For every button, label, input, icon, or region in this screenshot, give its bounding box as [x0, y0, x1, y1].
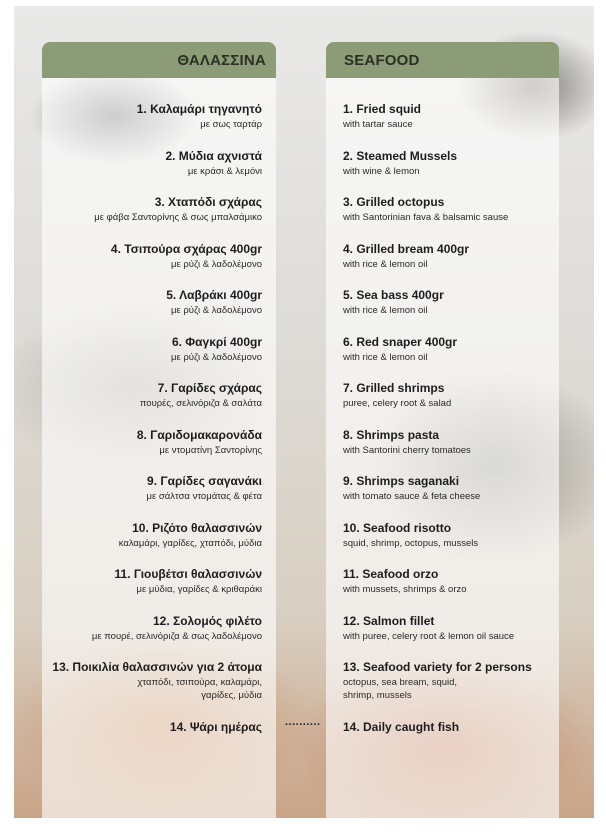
- menu-item: [326, 567, 559, 597]
- menu-item-name: 3. Grilled octopus: [343, 195, 445, 209]
- english-column: [326, 42, 559, 818]
- menu-item-description: with wine & lemon: [343, 166, 420, 177]
- menu-item: [42, 720, 276, 734]
- menu-item-name: 5. Sea bass 400gr: [343, 288, 444, 302]
- menu-item-name: 12. Salmon fillet: [343, 614, 435, 628]
- menu-item: [326, 381, 559, 411]
- menu-item-name: 7. Γαρίδες σχάρας: [157, 381, 262, 395]
- menu-item-description: με σάλτσα ντομάτας & φέτα: [146, 491, 262, 502]
- menu-item: [42, 614, 276, 644]
- menu-item-description: squid, shrimp, octopus, mussels: [343, 538, 479, 549]
- menu-item: [42, 149, 276, 179]
- menu-item: [42, 521, 276, 551]
- menu-item-description: with Santorinian fava & balsamic sause: [343, 212, 509, 223]
- menu-item: [326, 614, 559, 644]
- menu-item-name: 8. Shrimps pasta: [343, 428, 440, 442]
- menu-item-name: 1. Καλαμάρι τηγανητό: [136, 102, 262, 116]
- menu-item-description: with puree, celery root & lemon oil sauce: [343, 631, 515, 642]
- menu-item: [42, 381, 276, 411]
- menu-item: [42, 242, 276, 272]
- menu-page: [14, 6, 594, 818]
- menu-item-name: 11. Seafood orzo: [343, 567, 439, 581]
- menu-item-description: with rice & lemon oil: [343, 259, 428, 270]
- menu-item-description: με σως ταρτάρ: [200, 119, 262, 130]
- menu-item-description: with rice & lemon oil: [343, 305, 428, 316]
- menu-item-name: 3. Χταπόδι σχάρας: [154, 195, 262, 209]
- menu-item-description: με κράσι & λεμόνι: [187, 166, 262, 177]
- menu-item-name: 5. Λαβράκι 400gr: [166, 288, 262, 302]
- menu-item-name: 10. Seafood risotto: [343, 521, 452, 535]
- menu-item: [42, 428, 276, 458]
- menu-item-description: καλαμάρι, γαρίδες, χταπόδι, μύδια: [118, 538, 262, 549]
- menu-item-description: με ρύζι & λαδολέμονο: [171, 352, 262, 363]
- menu-item-name: 12. Σολομός φιλέτο: [152, 614, 262, 628]
- menu-item-description: puree, celery root & salad: [343, 398, 452, 409]
- menu-item: [42, 335, 276, 365]
- menu-item: [326, 720, 559, 734]
- menu-item-description: χταπόδι, τσιπούρα, καλαμάρι, γαρίδες, μύδια: [137, 677, 262, 701]
- menu-item-name: 13. Seafood variety for 2 persons: [343, 660, 532, 674]
- menu-item-description: with rice & lemon oil: [343, 352, 428, 363]
- menu-item: [42, 474, 276, 504]
- menu-item-name: 6. Red snaper 400gr: [343, 335, 458, 349]
- menu-item: [326, 335, 559, 365]
- greek-header: ΘΑΛΑΣΣΙΝΑ: [42, 42, 276, 78]
- menu-item-description: octopus, sea bream, squid, shrimp, mussels: [343, 677, 458, 701]
- menu-item-name: 4. Grilled bream 400gr: [343, 242, 470, 256]
- menu-item: [42, 288, 276, 318]
- menu-item: [326, 660, 559, 702]
- menu-item: [326, 149, 559, 179]
- greek-column: [42, 42, 276, 818]
- menu-item-name: 9. Γαρίδες σαγανάκι: [147, 474, 262, 488]
- menu-item-description: με μύδια, γαρίδες & κριθαράκι: [136, 584, 262, 595]
- menu-item-description: with tomato sauce & feta cheese: [343, 491, 481, 502]
- menu-item-name: 10. Ριζότο θαλασσινών: [132, 521, 262, 535]
- menu-item-name: 14. Ψάρι ημέρας: [169, 720, 262, 734]
- menu-item: [326, 102, 559, 132]
- menu-item-name: 13. Ποικιλία θαλασσινών για 2 άτομα: [52, 660, 262, 674]
- menu-item-name: 11. Γιουβέτσι θαλασσινών: [114, 567, 262, 581]
- menu-item-name: 14. Daily caught fish: [343, 720, 460, 734]
- english-header: SEAFOOD: [326, 42, 559, 78]
- menu-item-name: 4. Τσιπούρα σχάρας 400gr: [110, 242, 262, 256]
- menu-item-description: με ρύζι & λαδολέμονο: [171, 259, 262, 270]
- menu-item-name: 8. Γαριδομακαρονάδα: [136, 428, 262, 442]
- menu-item-description: με ντοματίνη Σαντορίνης: [159, 445, 262, 456]
- menu-item-description: with mussets, shrimps & orzo: [343, 584, 467, 595]
- menu-item-name: 9. Shrimps saganaki: [343, 474, 460, 488]
- menu-item: [42, 567, 276, 597]
- menu-item: [326, 288, 559, 318]
- menu-item: [326, 428, 559, 458]
- price-separator-dots: ..........: [285, 716, 321, 728]
- menu-item-name: 2. Steamed Mussels: [343, 149, 458, 163]
- menu-item-description: με ρύζι & λαδολέμονο: [171, 305, 262, 316]
- menu-item-description: με πουρέ, σελινόριζα & σως λαδολέμονο: [91, 631, 262, 642]
- menu-item: [326, 195, 559, 225]
- menu-item: [42, 195, 276, 225]
- menu-item-description: πουρές, σελινόριζα & σαλάτα: [139, 398, 262, 409]
- menu-item-name: 6. Φαγκρί 400gr: [171, 335, 262, 349]
- menu-item: [326, 242, 559, 272]
- menu-item: [326, 521, 559, 551]
- menu-item-name: 2. Μύδια αχνιστά: [165, 149, 262, 163]
- menu-item-name: 7. Grilled shrimps: [343, 381, 445, 395]
- menu-item-description: with tartar sauce: [343, 119, 413, 130]
- menu-item-name: 1. Fried squid: [343, 102, 422, 116]
- menu-item: [326, 474, 559, 504]
- menu-item: [42, 660, 276, 702]
- menu-item: [42, 102, 276, 132]
- menu-item-description: με φάβα Σαντορίνης & σως μπαλσάμικο: [94, 212, 262, 223]
- menu-item-description: with Santorini cherry tomatoes: [343, 445, 471, 456]
